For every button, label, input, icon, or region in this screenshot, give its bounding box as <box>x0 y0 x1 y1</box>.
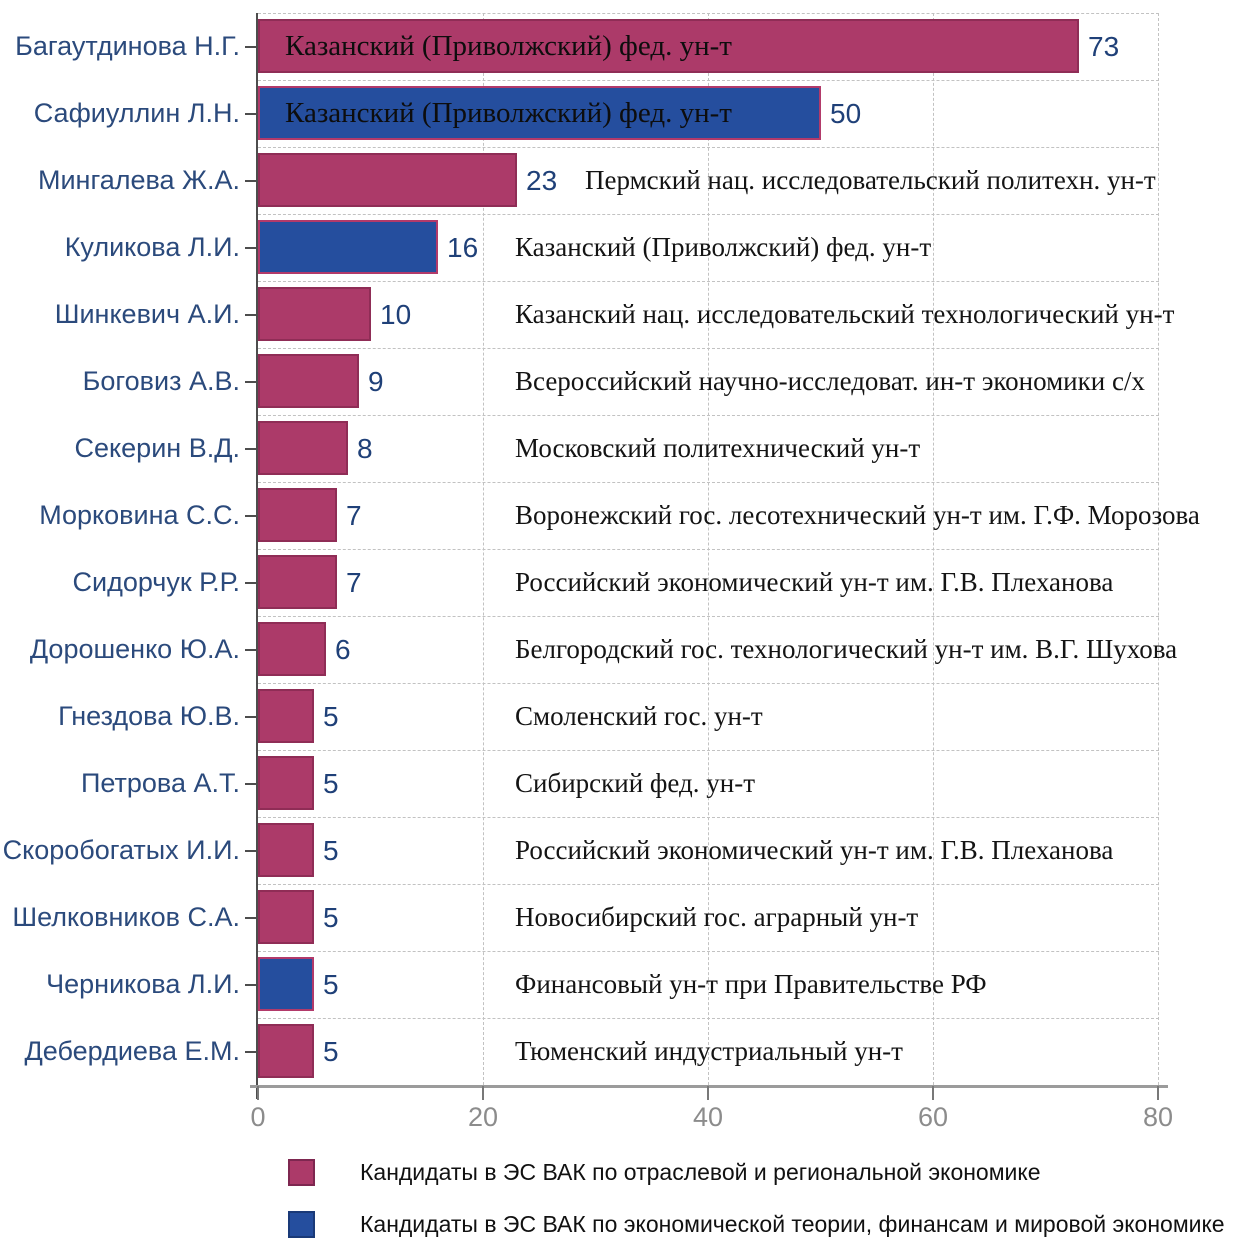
x-axis-tick-label: 80 <box>1142 1102 1174 1132</box>
y-axis-category-label: Шелковников С.А. <box>12 902 240 932</box>
category-row <box>0 616 1240 683</box>
category-row <box>0 482 1240 549</box>
category-row <box>0 683 1240 750</box>
value-label: 8 <box>357 432 373 464</box>
university-label: Казанский (Приволжский) фед. ун-т <box>285 30 732 62</box>
x-axis-tick <box>257 1086 259 1100</box>
university-label: Всероссийский научно-исследоват. ин-т экономики с/х <box>515 366 1145 396</box>
university-label: Финансовый ун-т при Правительстве РФ <box>515 969 987 999</box>
value-label: 5 <box>323 901 339 933</box>
y-axis-category-label: Дебердиева Е.М. <box>24 1036 240 1066</box>
value-label: 5 <box>323 968 339 1000</box>
y-axis-category-label: Скоробогатых И.И. <box>2 835 240 865</box>
value-label: 73 <box>1088 30 1120 62</box>
y-axis-category-label: Сафиуллин Л.Н. <box>33 98 240 128</box>
y-axis-category-label: Багаутдинова Н.Г. <box>15 31 240 61</box>
y-axis-category-label: Секерин В.Д. <box>74 433 240 463</box>
value-label: 9 <box>368 365 384 397</box>
category-row <box>0 884 1240 951</box>
university-label: Белгородский гос. технологический ун-т им. В.Г. Шухова <box>515 634 1178 664</box>
bar <box>258 488 337 542</box>
category-row <box>0 281 1240 348</box>
y-axis-line <box>256 13 258 1099</box>
value-label: 16 <box>447 231 479 263</box>
university-label: Российский экономический ун-т им. Г.В. Плеханова <box>515 567 1114 597</box>
value-label: 5 <box>323 767 339 799</box>
legend-item <box>288 1211 1225 1238</box>
university-label: Смоленский гос. ун-т <box>515 701 763 731</box>
bar <box>258 890 314 944</box>
category-row <box>0 348 1240 415</box>
university-label: Сибирский фед. ун-т <box>515 768 755 798</box>
value-label: 7 <box>346 566 362 598</box>
x-axis-tick <box>707 1086 709 1100</box>
bar <box>258 756 314 810</box>
bar <box>258 1024 314 1078</box>
x-axis-tick-label: 60 <box>917 1102 949 1132</box>
bar <box>258 689 314 743</box>
y-axis-category-label: Черникова Л.И. <box>46 969 240 999</box>
y-axis-category-label: Шинкевич А.И. <box>54 299 240 329</box>
y-axis-category-label: Боговиз А.В. <box>82 366 240 396</box>
x-axis-tick <box>932 1086 934 1100</box>
value-label: 5 <box>323 700 339 732</box>
y-axis-category-label: Морковина С.С. <box>39 500 240 530</box>
value-label: 6 <box>335 633 351 665</box>
university-label: Казанский нац. исследовательский технологический ун-т <box>515 299 1175 329</box>
university-label: Московский политехнический ун-т <box>515 433 921 463</box>
category-row <box>0 549 1240 616</box>
value-label: 5 <box>323 834 339 866</box>
y-axis-category-label: Гнездова Ю.В. <box>58 701 240 731</box>
university-label: Тюменский индустриальный ун-т <box>515 1036 903 1066</box>
category-row <box>0 13 1240 80</box>
value-label: 50 <box>830 97 862 129</box>
y-axis-category-label: Сидорчук Р.Р. <box>72 567 240 597</box>
legend-label: Кандидаты в ЭС ВАК по экономической теории, финансам и мировой экономике <box>360 1211 1225 1237</box>
bar <box>258 153 517 207</box>
bar <box>258 622 326 676</box>
category-row <box>0 147 1240 214</box>
category-row <box>0 817 1240 884</box>
bar <box>258 555 337 609</box>
bar <box>258 354 359 408</box>
university-label: Российский экономический ун-т им. Г.В. Плеханова <box>515 835 1114 865</box>
legend-swatch-icon <box>288 1211 315 1238</box>
x-axis-line <box>250 1085 1168 1088</box>
x-axis-tick-label: 40 <box>692 1102 724 1132</box>
y-axis-category-label: Мингалева Ж.А. <box>37 165 240 195</box>
category-row <box>0 415 1240 482</box>
x-axis-tick <box>482 1086 484 1100</box>
university-label: Казанский (Приволжский) фед. ун-т <box>515 232 932 262</box>
bar <box>258 220 438 274</box>
bar <box>258 823 314 877</box>
y-axis-category-label: Куликова Л.И. <box>64 232 240 262</box>
bar <box>258 421 348 475</box>
y-axis-category-label: Дорошенко Ю.А. <box>29 634 240 664</box>
y-axis-category-label: Петрова А.Т. <box>81 768 240 798</box>
value-label: 7 <box>346 499 362 531</box>
x-axis-tick-label: 20 <box>467 1102 499 1132</box>
bar <box>258 957 314 1011</box>
university-label: Новосибирский гос. аграрный ун-т <box>515 902 919 932</box>
legend-swatch-icon <box>288 1159 315 1186</box>
x-axis-tick-label: 0 <box>250 1102 266 1132</box>
category-row <box>0 951 1240 1018</box>
university-label: Воронежский гос. лесотехнический ун-т им. Г.Ф. Морозова <box>515 500 1200 530</box>
bar <box>258 287 371 341</box>
category-row <box>0 1018 1240 1085</box>
value-label: 23 <box>526 164 558 196</box>
university-label: Казанский (Приволжский) фед. ун-т <box>285 97 732 129</box>
legend-label: Кандидаты в ЭС ВАК по отраслевой и региональной экономике <box>360 1159 1041 1185</box>
category-row <box>0 750 1240 817</box>
category-row <box>0 214 1240 281</box>
university-label: Пермский нац. исследовательский политехн. ун-т <box>585 165 1156 195</box>
category-row <box>0 80 1240 147</box>
value-label: 5 <box>323 1035 339 1067</box>
value-label: 10 <box>380 298 412 330</box>
x-axis-tick <box>1157 1086 1159 1100</box>
legend-item <box>288 1159 1041 1186</box>
